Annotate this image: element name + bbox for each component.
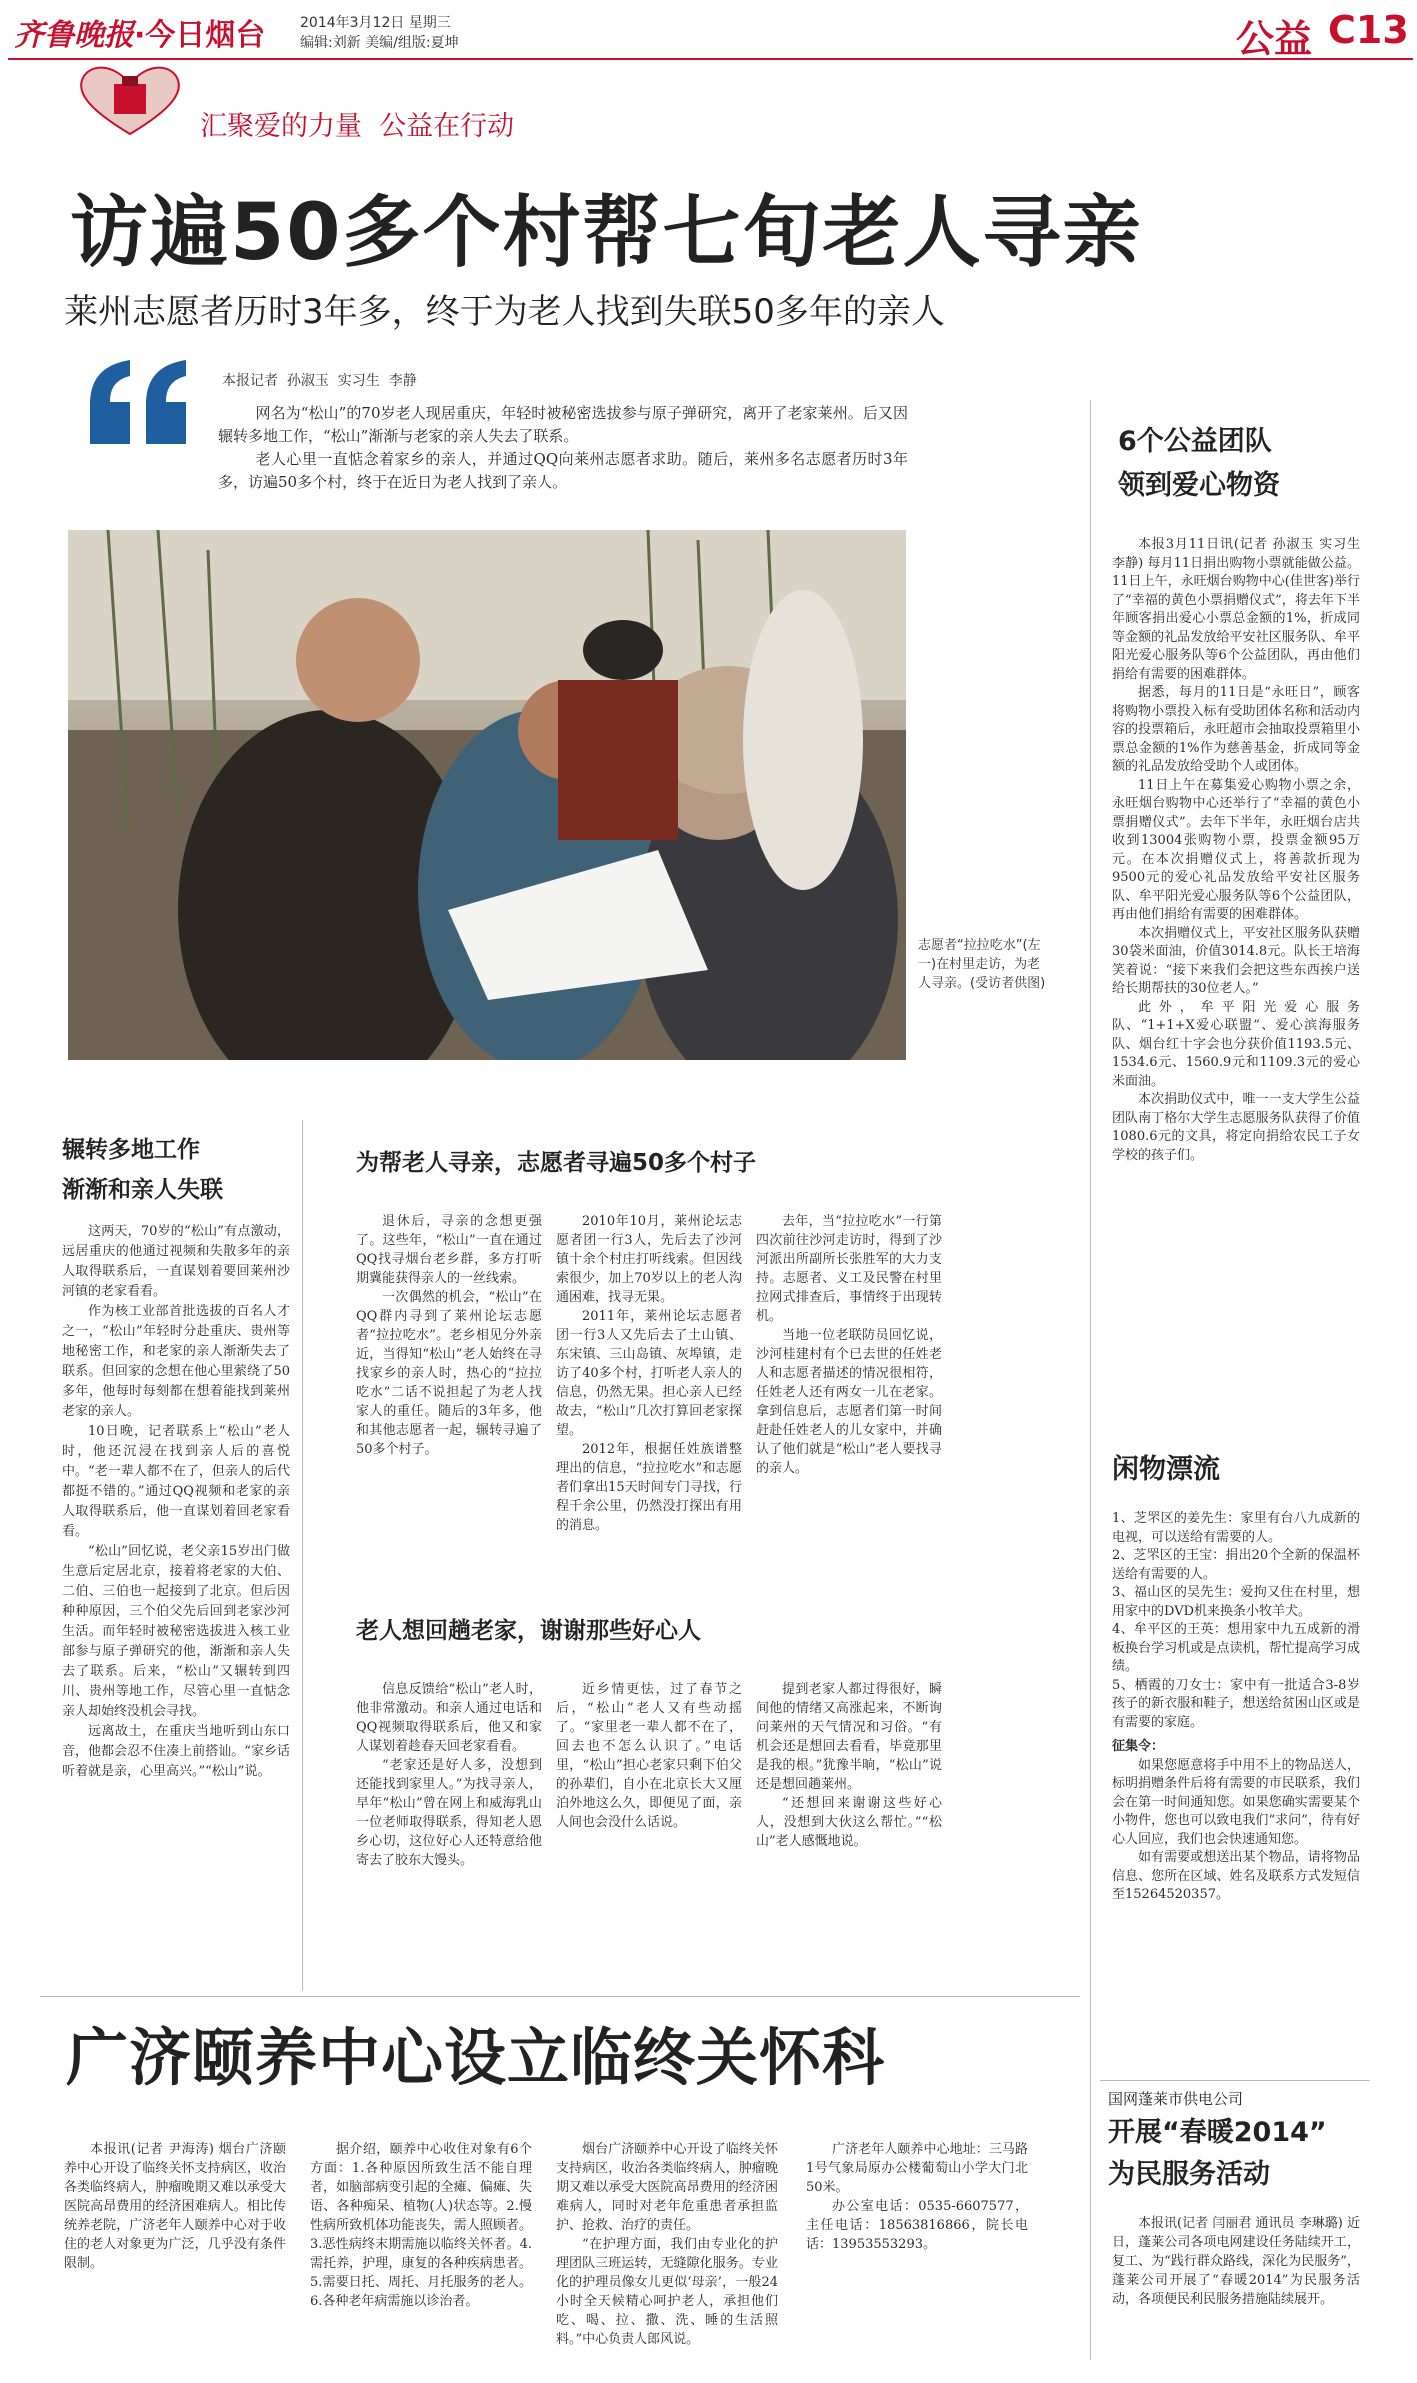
side3-title-line: 为民服务活动 xyxy=(1108,2159,1270,2190)
masthead xyxy=(0,0,1417,150)
body-paragraph: 这两天，70岁的“松山”有点激动，远居重庆的他通过视频和失散多年的亲人取得联系后，一直谋划着要回莱州沙河镇的老家看看。 xyxy=(62,1224,290,1299)
side2-title: 闲物漂流 xyxy=(1112,1454,1220,1485)
side1-title-line: 领到爱心物资 xyxy=(1118,470,1280,501)
body-paragraph: 本报讯(记者 闫丽君 通讯员 李琳璐) 近日，蓬莱公司各项电网建设任务陆续开工，复工、为“践行群众路线，深化为民服务”，蓬莱公司开展了“春暖2014”为民服务活动，各项便民利民服务措施陆续展开。 xyxy=(1112,2216,1360,2307)
body-paragraph: “老家还是好人多，没想到还能找到家里人。”为找寻亲人，早年“松山”曾在网上和威海乳山一位老师取得联系，得知老人恩乡心切，这位好心人还特意给他寄去了胶东大馒头。 xyxy=(356,1758,542,1868)
body-paragraph: 信息反馈给“松山”老人时，他非常激动。和亲人通过电话和QQ视频取得联系后，他又和家人谋划着趁春天回老家看看。 xyxy=(356,1682,542,1754)
body-paragraph: 去年，当“拉拉吃水”一行第四次前往沙河走访时，得到了沙河派出所副所长张胜军的大力支持。志愿者、义工及民警在村里拉网式排查后，事情终于出现转机。 xyxy=(756,1214,942,1324)
body-paragraph: 当地一位老联防员回忆说，沙河桂建村有个已去世的任姓老人和志愿者描述的情况很相符，任姓老人还有两女一儿在老家。拿到信息后，志愿者们第一时间赶赴任姓老人的儿女家中，并确认了他们就是“松山”老人要找寻的亲人。 xyxy=(756,1328,942,1476)
page-slogan: 汇聚爱的力量 公益在行动 xyxy=(200,111,515,142)
brand-name: 齐鲁晚报 xyxy=(14,18,134,53)
lead2-headline: 广济颐养中心设立临终关怀科 xyxy=(66,2021,886,2094)
issue-date: 2014年3月12日 星期三 xyxy=(300,15,451,31)
side1-body xyxy=(1112,536,1360,1165)
list-item: 3、福山区的吴先生：爱拘又住在村里，想用家中的DVD机来换条小牧羊犬。 xyxy=(1112,1585,1360,1619)
sidebar-divider xyxy=(1090,400,1091,2360)
page-number: C13 xyxy=(1328,8,1409,52)
body-paragraph: 本报讯(记者 尹海涛) 烟台广济颐养中心开设了临终关怀支持病区，收治各类临终病人，肿瘤晚期又难以承受大医院高昂费用的经济困难病人。相比传统养老院，广济老年人颐养中心对于收住的老人对象更为广泛，几乎没有条件限制。 xyxy=(64,2142,286,2271)
side1-title-line: 6个公益团队 xyxy=(1118,426,1272,457)
lead2-col-c xyxy=(556,2140,778,2349)
brand-logo xyxy=(14,10,265,54)
side3-source: 国网蓬莱市供电公司 xyxy=(1108,2090,1244,2108)
lead2-col-a xyxy=(64,2140,286,2273)
section1-title-line: 辗转多地工作 xyxy=(62,1137,200,1163)
list-item: 5、栖霞的刀女士：家中有一批适合3-8岁孩子的新衣服和鞋子，想送给贫困山区或是有需要的家庭。 xyxy=(1112,1677,1360,1730)
body-paragraph: 近乡情更怯，过了春节之后，“松山”老人又有些动摇了。“家里老一辈人都不在了，回去也不怎么认识了。”电话里，“松山”担心老家只剩下伯父的孙辈们，自小在北京长大又厘泊外地这么久，即便见了面，亲人间也会没什么话说。 xyxy=(556,1682,742,1830)
section2-col-b xyxy=(556,1212,742,1535)
body-paragraph: 如果您愿意将手中用不上的物品送人，标明捐赠条件后将有需要的市民联系，我们会在第一时间通知您。如果您确实需要某个小物件，您也可以致电我们“求问”，待有好心人回应，我们也会快速通知您。 xyxy=(1112,1757,1360,1847)
body-paragraph: 本次捐赠仪式上，平安社区服务队获赠30袋米面油，价值3014.8元。队长王培海笑着说：“接下来我们会把这些东西挨户送给长期帮扶的30位老人。” xyxy=(1112,925,1360,996)
side3-body xyxy=(1112,2214,1360,2309)
section1-body xyxy=(62,1222,290,1782)
intro-paragraph: 网名为“松山”的70岁老人现居重庆，年轻时被秘密选拔参与原子弹研究，离开了老家莱州。后又因辗转多地工作，“松山”渐渐与老家的亲人失去了联系。 xyxy=(218,404,908,445)
side2-items xyxy=(1112,1510,1360,1905)
section2-col-a xyxy=(356,1212,542,1459)
body-paragraph: 办公室电话：0535-6607577，主任电话：18563816866，院长电话：13953553293。 xyxy=(806,2199,1028,2252)
body-paragraph: 本报3月11日讯(记者 孙淑玉 实习生 李静) 每月11日捐出购物小票就能做公益。11日上午，永旺烟台购物中心(佳世客)举行了“幸福的黄色小票捐赠仪式”，将去年下半年顾客捐出爱心小票总金额的1%，折成同等金额的礼品发放给平安社区服务队、牟平阳光爱心服务队等6个公益团队，再由他们捐给有需要的困难群体。 xyxy=(1112,537,1360,682)
side3-title xyxy=(1108,2112,1327,2196)
side3-title-line: 开展“春暖2014” xyxy=(1108,2117,1327,2148)
body-paragraph: 一次偶然的机会，“松山”在QQ群内寻到了莱州论坛志愿者“拉拉吃水”。老乡相见分外亲近，当得知“松山”老人始终在寻找家乡的亲人时，热心的“拉拉吃水”二话不说担起了为老人找家人的重任。随后的3年多，他和其他志愿者一起，辗转寻遍了50多个村子。 xyxy=(356,1290,542,1457)
body-paragraph: 广济老年人颐养中心地址：三马路1号气象局原办公楼葡萄山小学大门北50米。 xyxy=(806,2142,1028,2195)
notice-label: 征集令： xyxy=(1112,1739,1165,1754)
body-paragraph: 据悉，每月的11日是“永旺日”，顾客将购物小票投入标有受助团体名称和活动内容的投票箱后，永旺超市会抽取投票箱里小票总金额的1%作为慈善基金，折成同等金额的礼品发放给受助个人或团体。 xyxy=(1112,685,1360,774)
side1-title xyxy=(1118,420,1280,508)
body-paragraph: 10日晚，记者联系上“松山”老人时，他还沉浸在找到亲人后的喜悦中。“老一辈人都不在了，但亲人的后代都挺不错的。”通过QQ视频和老家的亲人取得联系后，他一直谋划着回老家看看。 xyxy=(62,1424,290,1539)
section1-title-line: 渐渐和亲人失联 xyxy=(62,1177,223,1203)
body-paragraph: “还想回来谢谢这些好心人，没想到大伙这么帮忙。”“松山”老人感慨地说。 xyxy=(756,1796,942,1849)
list-item: 4、牟平区的王英：想用家中九五成新的滑板换台学习机或是点读机，帮忙提高学习成绩。 xyxy=(1112,1622,1360,1674)
list-item: 1、芝罘区的姜先生：家里有台八九成新的电视，可以送给有需要的人。 xyxy=(1112,1511,1360,1545)
section3-title: 老人想回趟老家，谢谢那些好心人 xyxy=(356,1618,701,1644)
category-label: 公益 xyxy=(1236,17,1313,61)
intro-paragraph: 老人心里一直惦念着家乡的亲人，并通过QQ向莱州志愿者求助。随后，莱州多名志愿者历时3年多，访遍50多个村，终于在近日为老人找到了亲人。 xyxy=(218,450,908,491)
lead2-col-d xyxy=(806,2140,1028,2254)
lead-photo xyxy=(68,530,906,1060)
body-paragraph: 如有需要或想送出某个物品，请将物品信息、您所在区域、姓名及联系方式发短信至15264520357。 xyxy=(1112,1850,1360,1902)
body-paragraph: 本次捐助仪式中，唯一一支大学生公益团队南丁格尔大学生志愿服务队获得了价值1080.6元的文具，将定向捐给农民工子女学校的孩子们。 xyxy=(1112,1092,1360,1163)
body-paragraph: “在护理方面，我们由专业化的护理团队三班运转，无缝隙化服务。专业化的护理员像女儿更似‘母亲’，一般24小时全天候精心呵护老人，承担他们吃、喝、拉、撒、洗、睡的生活照料。”中心负责人郎风说。 xyxy=(556,2237,778,2347)
section1-title xyxy=(62,1130,223,1210)
lead2-col-b xyxy=(310,2140,532,2311)
section2-title: 为帮老人寻亲，志愿者寻遍50多个村子 xyxy=(356,1150,757,1176)
body-paragraph: 作为核工业部首批选拔的百名人才之一，“松山”年轻时分赴重庆、贵州等地秘密工作，和老家的亲人渐渐失去了联系。但回家的念想在他心里萦绕了50多年，他每时每刻都在想着能找到莱州老家的亲人。 xyxy=(62,1304,290,1419)
section3-col-a xyxy=(356,1680,542,1870)
body-paragraph: 提到老家人都过得很好，瞬间他的情绪又高涨起来，不断询问莱州的天气情况和习俗。“有机会还是想回去看看，毕竟那里是我的根。”犹豫半晌，“松山”说还是想回趟莱州。 xyxy=(756,1682,942,1792)
body-paragraph: 据介绍，颐养中心收住对象有6个方面：1.各种原因所致生活不能自理者，如脑部病变引起的全瘫、偏瘫、失语、各种痴呆、植物(人)状态等。2.慢性病所致机体功能丧失，需人照顾者。3.恶性病终末期需施以临终关怀者。4.需托养，护理，康复的各种疾病患者。5.需要日托、周托、月托服务的老人。6.各种老年病需施以诊治者。 xyxy=(310,2142,532,2309)
lead-byline: 本报记者 孙淑玉 实习生 李静 xyxy=(222,373,417,389)
section3-col-c xyxy=(756,1680,942,1851)
section-name: ·今日烟台 xyxy=(134,18,266,53)
body-paragraph: 2011年，莱州论坛志愿者团一行3人又先后去了土山镇、东宋镇、三山岛镇、灰埠镇，走访了40多个村，打听老人亲人的信息，仍然无果。担心亲人已经故去，“松山”几次打算回老家探望。 xyxy=(556,1309,742,1438)
column-divider xyxy=(302,1120,303,1990)
lead-intro xyxy=(218,402,908,494)
body-paragraph: 烟台广济颐养中心开设了临终关怀支持病区，收治各类临终病人，肿瘤晚期又难以承受大医院高昂费用的经济困难病人，同时对老年危重患者承担监护、抢救、治疗的责任。 xyxy=(556,2142,778,2233)
body-paragraph: 11日上午在募集爱心购物小票之余，永旺烟台购物中心还举行了“幸福的黄色小票捐赠仪式”。去年下半年，永旺烟台店共收到13004张购物小票，投票金额95万元。在本次捐赠仪式上，将善款折现为9500元的爱心礼品发放给平安社区服务队、牟平阳光爱心服务队等6个公益团队，再由他们捐给有需要的困难群体。 xyxy=(1112,777,1360,922)
story-divider xyxy=(40,1996,1080,1997)
body-paragraph: “松山”回忆说，老父亲15岁出门做生意后定居北京，接着将老家的大伯、二伯、三伯也一起接到了北京。但后因种种原因，三个伯父先后回到老家沙河生活。而年轻时被秘密选拔进入核工业部参与原子弹研究的他，渐渐和亲人失去了联系。后来，“松山”又辗转到四川、贵州等地工作，尽管心里一直惦念亲人却始终没机会寻找。 xyxy=(62,1544,290,1719)
body-paragraph: 远离故土，在重庆当地听到山东口音，他都会忍不住凑上前搭讪。“家乡话听着就是亲，心里高兴。”“松山”说。 xyxy=(62,1724,290,1779)
sidebar-rule xyxy=(1100,2080,1370,2081)
body-paragraph: 退休后，寻亲的念想更强了。这些年，“松山”一直在通过QQ找寻烟台老乡群，多方打听期冀能获得亲人的一丝线索。 xyxy=(356,1214,542,1286)
section3-col-b xyxy=(556,1680,742,1832)
list-item: 2、芝罘区的王宝：捐出20个全新的保温杯送给有需要的人。 xyxy=(1112,1548,1360,1582)
quote-mark-icon xyxy=(80,354,200,454)
masthead-rule xyxy=(8,58,1413,60)
section2-col-c xyxy=(756,1212,942,1478)
issue-staff: 编辑:刘新 美编/组版:夏坤 xyxy=(300,35,459,51)
body-paragraph: 2012年，根据任姓族谱整理出的信息，“拉拉吃水”和志愿者们拿出15天时间专门寻找，行程千余公里，仍然没打探出有用的消息。 xyxy=(556,1442,742,1533)
photo-caption: 志愿者“拉拉吃水”(左一)在村里走访，为老人寻亲。(受访者供图) xyxy=(918,938,1046,991)
body-paragraph: 此外，牟平阳光爱心服务队、“1+1+X爱心联盟”、爱心滨海服务队、烟台红十字会也分获价值1193.5元、1534.6元、1560.9元和1109.3元的爱心米面油。 xyxy=(1112,999,1360,1089)
charity-heart-icon xyxy=(70,62,190,138)
body-paragraph: 2010年10月，莱州论坛志愿者团一行3人，先后去了沙河镇十余个村庄打听线索。但因线索很少，加上70岁以上的老人沟通困难，找寻无果。 xyxy=(556,1214,742,1305)
lead-headline: 访遍50多个村帮七旬老人寻亲 xyxy=(70,188,1143,278)
lead-subhead: 莱州志愿者历时3年多，终于为老人找到失联50多年的亲人 xyxy=(64,292,945,332)
